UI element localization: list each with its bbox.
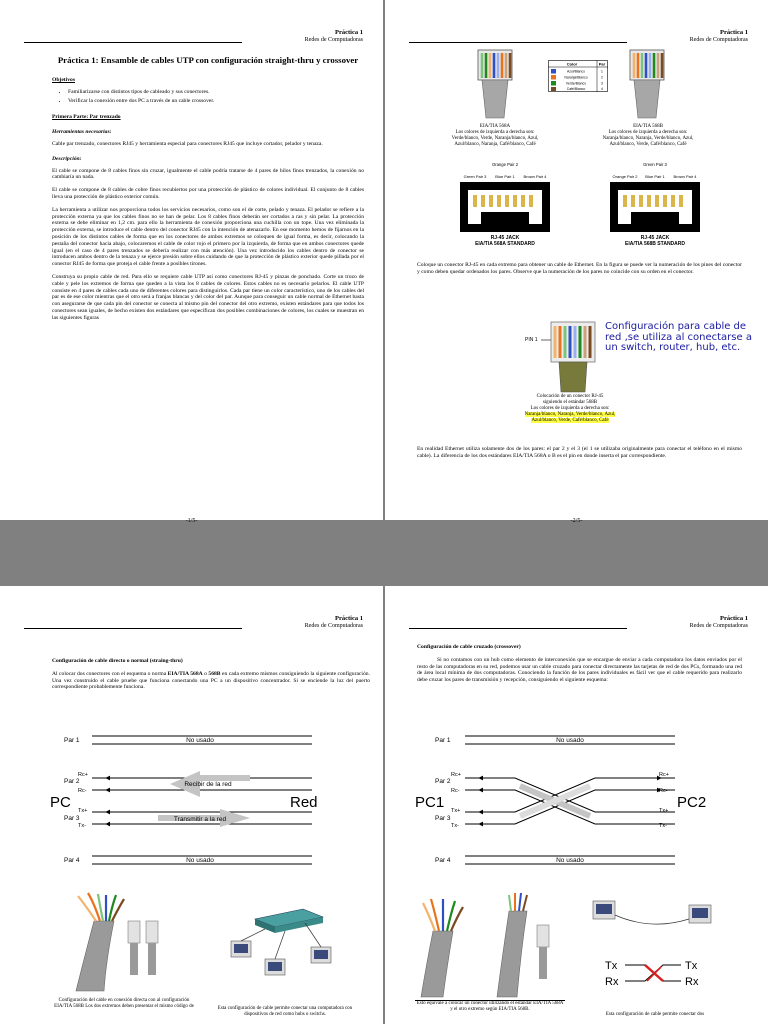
connector-caption — [515, 394, 625, 424]
caption-text: Los colores de izquierda a derecha son: — [530, 406, 610, 411]
par-label: Par 4 — [435, 857, 451, 864]
list-item: • Verificar la conexión entre dos PC a través de un cable crossover. — [68, 98, 364, 105]
page-4 — [385, 586, 768, 1024]
header-rule — [409, 42, 627, 43]
page-2 — [385, 0, 768, 524]
jack-pair-label: Brown Pair 4 — [523, 174, 547, 179]
pin-label: PIN 1 — [525, 337, 538, 343]
signal-label: Rc+ — [451, 772, 461, 778]
jack-568a-diagram — [455, 160, 555, 252]
text-run: 568B — [208, 670, 221, 677]
table-cell: Naranja/Blanco — [564, 75, 588, 80]
signal-label: Tx+ — [78, 808, 88, 814]
caption-text: siguiendo el estándar 568B — [542, 400, 598, 405]
tx-label: Tx — [605, 960, 618, 972]
tools-paragraph: Cable par trenzado, conectores RJ45 y herramienta especial para conectores RJ45 que incluye cortador, pelador y tenaza. — [52, 140, 323, 147]
unused-label: No usado — [556, 737, 584, 744]
rx-label: Rx — [605, 976, 619, 988]
par-label: Par 3 — [435, 815, 451, 822]
header-subtitle: Redes de Computadoras — [689, 37, 748, 43]
paragraph: Construya su propio cable de red. Para ello se requiere cable UTP así como conectores RJ-45 y pinzas de ponchado. Corte un trozo de cable y pele los extremos de forma que queden a la vista los 8 cables de colores. Estos cables no es necesario pelarlos. El cable UTP consiste en 4 pares de cables cada uno de diferentes colores para distinguirlos. Cada par tiene un color característico, uno de los cables del par es de ese color mientras que el otro será a franjas blancas y del color del par. Aunque para conseguir un cable normal de Ethernet basta con asegurarse de que cada pin del conector se conecta al mismo pin del conector del otro extremo, existen estándares para que todos los conectores sean iguales, de hecho existen dos estándares que especifican dos posibles combinaciones de colores, los cuales se muestran en las siguientes figuras — [52, 273, 364, 321]
unused-label: No usado — [186, 737, 214, 744]
plug-568a-image — [470, 50, 520, 120]
table-cell: Verde/Blanco — [565, 81, 587, 86]
jack-pair-label: Brown Pair 4 — [673, 174, 697, 179]
straight-cable-image — [56, 891, 166, 996]
jack-label: EIA/TIA 568B STANDARD — [624, 241, 686, 247]
crossover-diagram — [415, 726, 715, 876]
text-run: en cada extremo mismos consiguiendo la siguiente configuración. Una vez construido el cable pruebe que funciona conectando una PC a un dispositivo concentrador. Si se enciende la luz del puerto correspondiente probablemente funciona. — [52, 670, 370, 691]
page-2-content — [417, 262, 742, 282]
caption-text: Colocación de un conector RJ-45 — [536, 394, 604, 399]
paragraph: Si no contamos con un hub como elemento de interconexión que se encargue de enviar a cada computadora los datos enviados por el resto de las computadoras en su red, podemos usar un cable cruzado para conectar directamente las tarjetas de red de dos PCs, formando una red de área local mínima de dos computadoras. Conociendo la función de los pares individuales es fácil ver que el cable requerido para realizarlo debe cruzar los pares de transmisión y recepción, consiguiendo el siguiente esquema: — [417, 656, 742, 684]
jack-pair-label: Orange Pair 2 — [612, 174, 638, 179]
jack-top-pair: Green Pair 3 — [643, 162, 667, 167]
par-label: Par 1 — [64, 737, 80, 744]
jack-pair-label: Blue Pair 1 — [495, 174, 515, 179]
jack-label: RJ-45 JACK — [640, 235, 670, 241]
text-run: EIA/TIA 568A — [167, 670, 203, 677]
signal-label: Tx- — [451, 823, 459, 829]
page-3-content — [52, 658, 370, 697]
crossover-cable-image — [413, 891, 563, 999]
objetivos-list — [52, 89, 364, 105]
header-rule — [409, 628, 627, 629]
caption-crossover: Esto equivale a colocar un conector utilizando el estándar EIA/TIA 568A y el otro extremo según EIA/TIA 568B. — [416, 1001, 564, 1012]
par-label: Par 2 — [435, 778, 451, 785]
transmit-label: Transmitir a la red — [173, 816, 227, 823]
jack-label: EIA/TIA 568A STANDARD — [475, 241, 535, 247]
header-title: Práctica 1 — [335, 615, 363, 622]
tools-heading: Herramientas necesarias: — [52, 129, 112, 136]
table-cell: 2 — [601, 75, 603, 80]
signal-label: Rc- — [659, 788, 668, 794]
header-subtitle: Redes de Computadoras — [304, 37, 363, 43]
config-note: Configuración para cable de red ,se utiliza al conectarse a un switch, router, hub, etc. — [605, 321, 752, 353]
header-title: Práctica 1 — [335, 29, 363, 36]
jack-568b-diagram — [605, 160, 705, 252]
jack-pair-label: Green Pair 3 — [463, 174, 487, 179]
page-4-content — [417, 644, 742, 690]
signal-label: Rc- — [451, 788, 460, 794]
signal-label: Tx- — [659, 823, 667, 829]
caption-network: Esta configuración de cable permite conectar una computadora con dispositivos de red como hubs o switchs. — [217, 1006, 353, 1017]
table-cell: 1 — [601, 69, 603, 74]
unused-label: No usado — [186, 857, 214, 864]
part-heading: Primera Parte: Par trenzado — [52, 114, 121, 121]
section-heading: Configuración de cable cruzado (crossover) — [417, 644, 521, 650]
header-subtitle: Redes de Computadoras — [689, 623, 748, 629]
page-3 — [0, 586, 383, 1024]
page-1 — [0, 0, 383, 524]
jack-pair-label: Blue Pair 1 — [645, 174, 665, 179]
table-cell: Café/Blanco — [566, 87, 586, 92]
header-rule — [24, 628, 242, 629]
table-cell: Azul/Blanco — [567, 69, 585, 74]
signal-label: Tx+ — [451, 808, 461, 814]
signal-label: Tx+ — [659, 808, 669, 814]
table-cell: 3 — [601, 81, 603, 86]
table-header: Par — [598, 61, 606, 67]
jack-label: RJ-45 JACK — [490, 235, 520, 241]
straight-thru-diagram — [50, 726, 340, 876]
crossover-pcs-image — [585, 891, 725, 1001]
jack-top-pair: Orange Pair 2 — [491, 162, 519, 167]
paragraph: La herramienta a utilizar nos proporciona todos los servicios necesarios, como son el de corte, pelado y tenaza. El pelador se refiere a la protección externa ya que los cables finos no se han de pelar. Los 8 cables finos deberán ser cortados a ras y sin pelar. La protección externa se debe eliminar en 1,2 cm. para ello la herramienta de conexión proporciona una cuchilla con un tope. Una vez eliminada la protección externa, se introduce el cable dentro del conector RJ45 con la intención de atenazarlo. En ese momento hemos de fijarnos en la posición de los distintos cables de forma que en los conectores de ambos extremos se coloquen de igual forma, es decir, colocando la pestaña del conector hacia abajo, colocaremos el cable de color rojo el primero por la izquierda, de forma que en ambos conectores quede igual (en el caso de 4 pares trenzados se debería realizar con más atención). Una vez introducido los cables dentro de conector se introducen ambos dentro de la tenaza y se ejerce presión sobre ellos cuidando de que la protección de plástico exterior quede pillada por el conector RJ45 de forma que proteja el cable frente a posibles tirones. — [52, 206, 364, 268]
caption-568a — [445, 124, 545, 148]
caption-highlight: Naranja/blanco, Naranja, Verde/blanco, Azul, Azul/blanco, Verde, Café/blanco, Café — [524, 412, 616, 423]
par-label: Par 4 — [64, 857, 80, 864]
table-header: Color — [566, 61, 578, 67]
receive-label: Recibir de la red — [184, 781, 232, 788]
par-label: Par 1 — [435, 737, 451, 744]
signal-label: Rc+ — [78, 772, 88, 778]
par-label: Par 3 — [64, 815, 80, 822]
caption-straight: Configuración del cable en conexión directa con al configuración EIA/TIA 568B Los dos extremos deben presentar el mismo código de — [54, 998, 194, 1009]
page-header — [690, 615, 748, 630]
unused-label: No usado — [556, 857, 584, 864]
plug-568b-image — [622, 50, 672, 120]
red-label: Red — [290, 794, 318, 811]
label-568a: EIA/TIA 568A — [479, 124, 511, 129]
header-title: Práctica 1 — [720, 29, 748, 36]
caption-text: Los colores de izquierda a derecha son: Verde/blanco, Verde, Naranja/blanco, Azul, Azul/blanco, Naranja, Café/blanco, Café — [451, 130, 539, 147]
signal-label: Tx- — [78, 823, 86, 829]
page-title: Práctica 1: Ensamble de cables UTP con configuración straight-thru y crossover — [57, 55, 359, 65]
signal-label: Rc+ — [659, 772, 669, 778]
page-number: -2/5- — [570, 518, 583, 524]
list-item: • Familiarizarse con distintos tipos de cableado y sus conectores. — [68, 89, 364, 96]
paragraph: En realidad Ethernet utiliza solamente dos de los pares: el par 2 y el 3 (el 1 se utilizaba originalmente para conectar el teléfono en el mismo cable). La diferencia de los dos estándares EIA/TIA 568A o B es el pin en donde inserta el par correspondiente. — [417, 446, 742, 459]
section-heading: Configuración de cable directo o normal (straing-thru) — [52, 658, 183, 664]
page-header — [305, 615, 363, 630]
text-run: o — [202, 670, 209, 677]
pc1-label: PC1 — [415, 794, 445, 811]
paragraph — [52, 671, 370, 691]
paragraph: Coloque un conector RJ-45 en cada extremo para obtener un cable de Ethernet. En la figura se puede ver la numeración de los pines del conector y como deben quedar ordenados los pares. Observe que la numeración de los pares no coincide con su orden en el conector. — [417, 262, 742, 275]
header-title: Práctica 1 — [720, 615, 748, 622]
page-2-content-bottom — [417, 446, 742, 466]
paragraph: El cable se compone de 8 cables de cobre finos recubiertos por una protección de plástico de colores individual. El conjunto de 8 cables lleva una protección de plástico exterior común. — [52, 187, 364, 200]
rx-label: Rx — [685, 976, 699, 988]
header-rule — [24, 42, 242, 43]
pc-label: PC — [50, 794, 71, 811]
caption-crossover-pcs: Esta configuración de cable permite conectar dos — [605, 1012, 705, 1017]
objetivos-heading: Objetivos — [52, 77, 75, 83]
page-header — [690, 29, 748, 44]
par-label: Par 2 — [64, 778, 80, 785]
pc2-label: PC2 — [677, 794, 707, 811]
page-header — [305, 29, 363, 44]
label-568b: EIA/TIA 568B — [633, 124, 663, 129]
signal-label: Rc- — [78, 788, 87, 794]
page-number: -1/5- — [185, 518, 198, 524]
caption-text: Los colores de izquierda a derecha son: Naranja/blanco, Naranja, Verde/blanco, Azul, Azul/blanco, Verde, Café/blanco, Café — [602, 130, 694, 147]
table-cell: 4 — [601, 87, 603, 92]
header-subtitle: Redes de Computadoras — [304, 623, 363, 629]
caption-568b — [593, 124, 703, 148]
network-devices-image — [225, 891, 340, 991]
tx-label: Tx — [685, 960, 698, 972]
paragraph: El cable se compone de 8 cables finos sin cruzar, igualmente el cable podría tratarse de 4 pares de hilos finos trenzados, la conexión no cambiaría un nada. — [52, 167, 364, 181]
pair-color-table — [548, 60, 608, 92]
connector-568b-image — [525, 300, 605, 392]
page-1-content — [52, 52, 364, 328]
desc-heading: Descripción: — [52, 155, 82, 162]
text-run: Al colocar dos conectores con el esquema o norma — [52, 670, 168, 677]
